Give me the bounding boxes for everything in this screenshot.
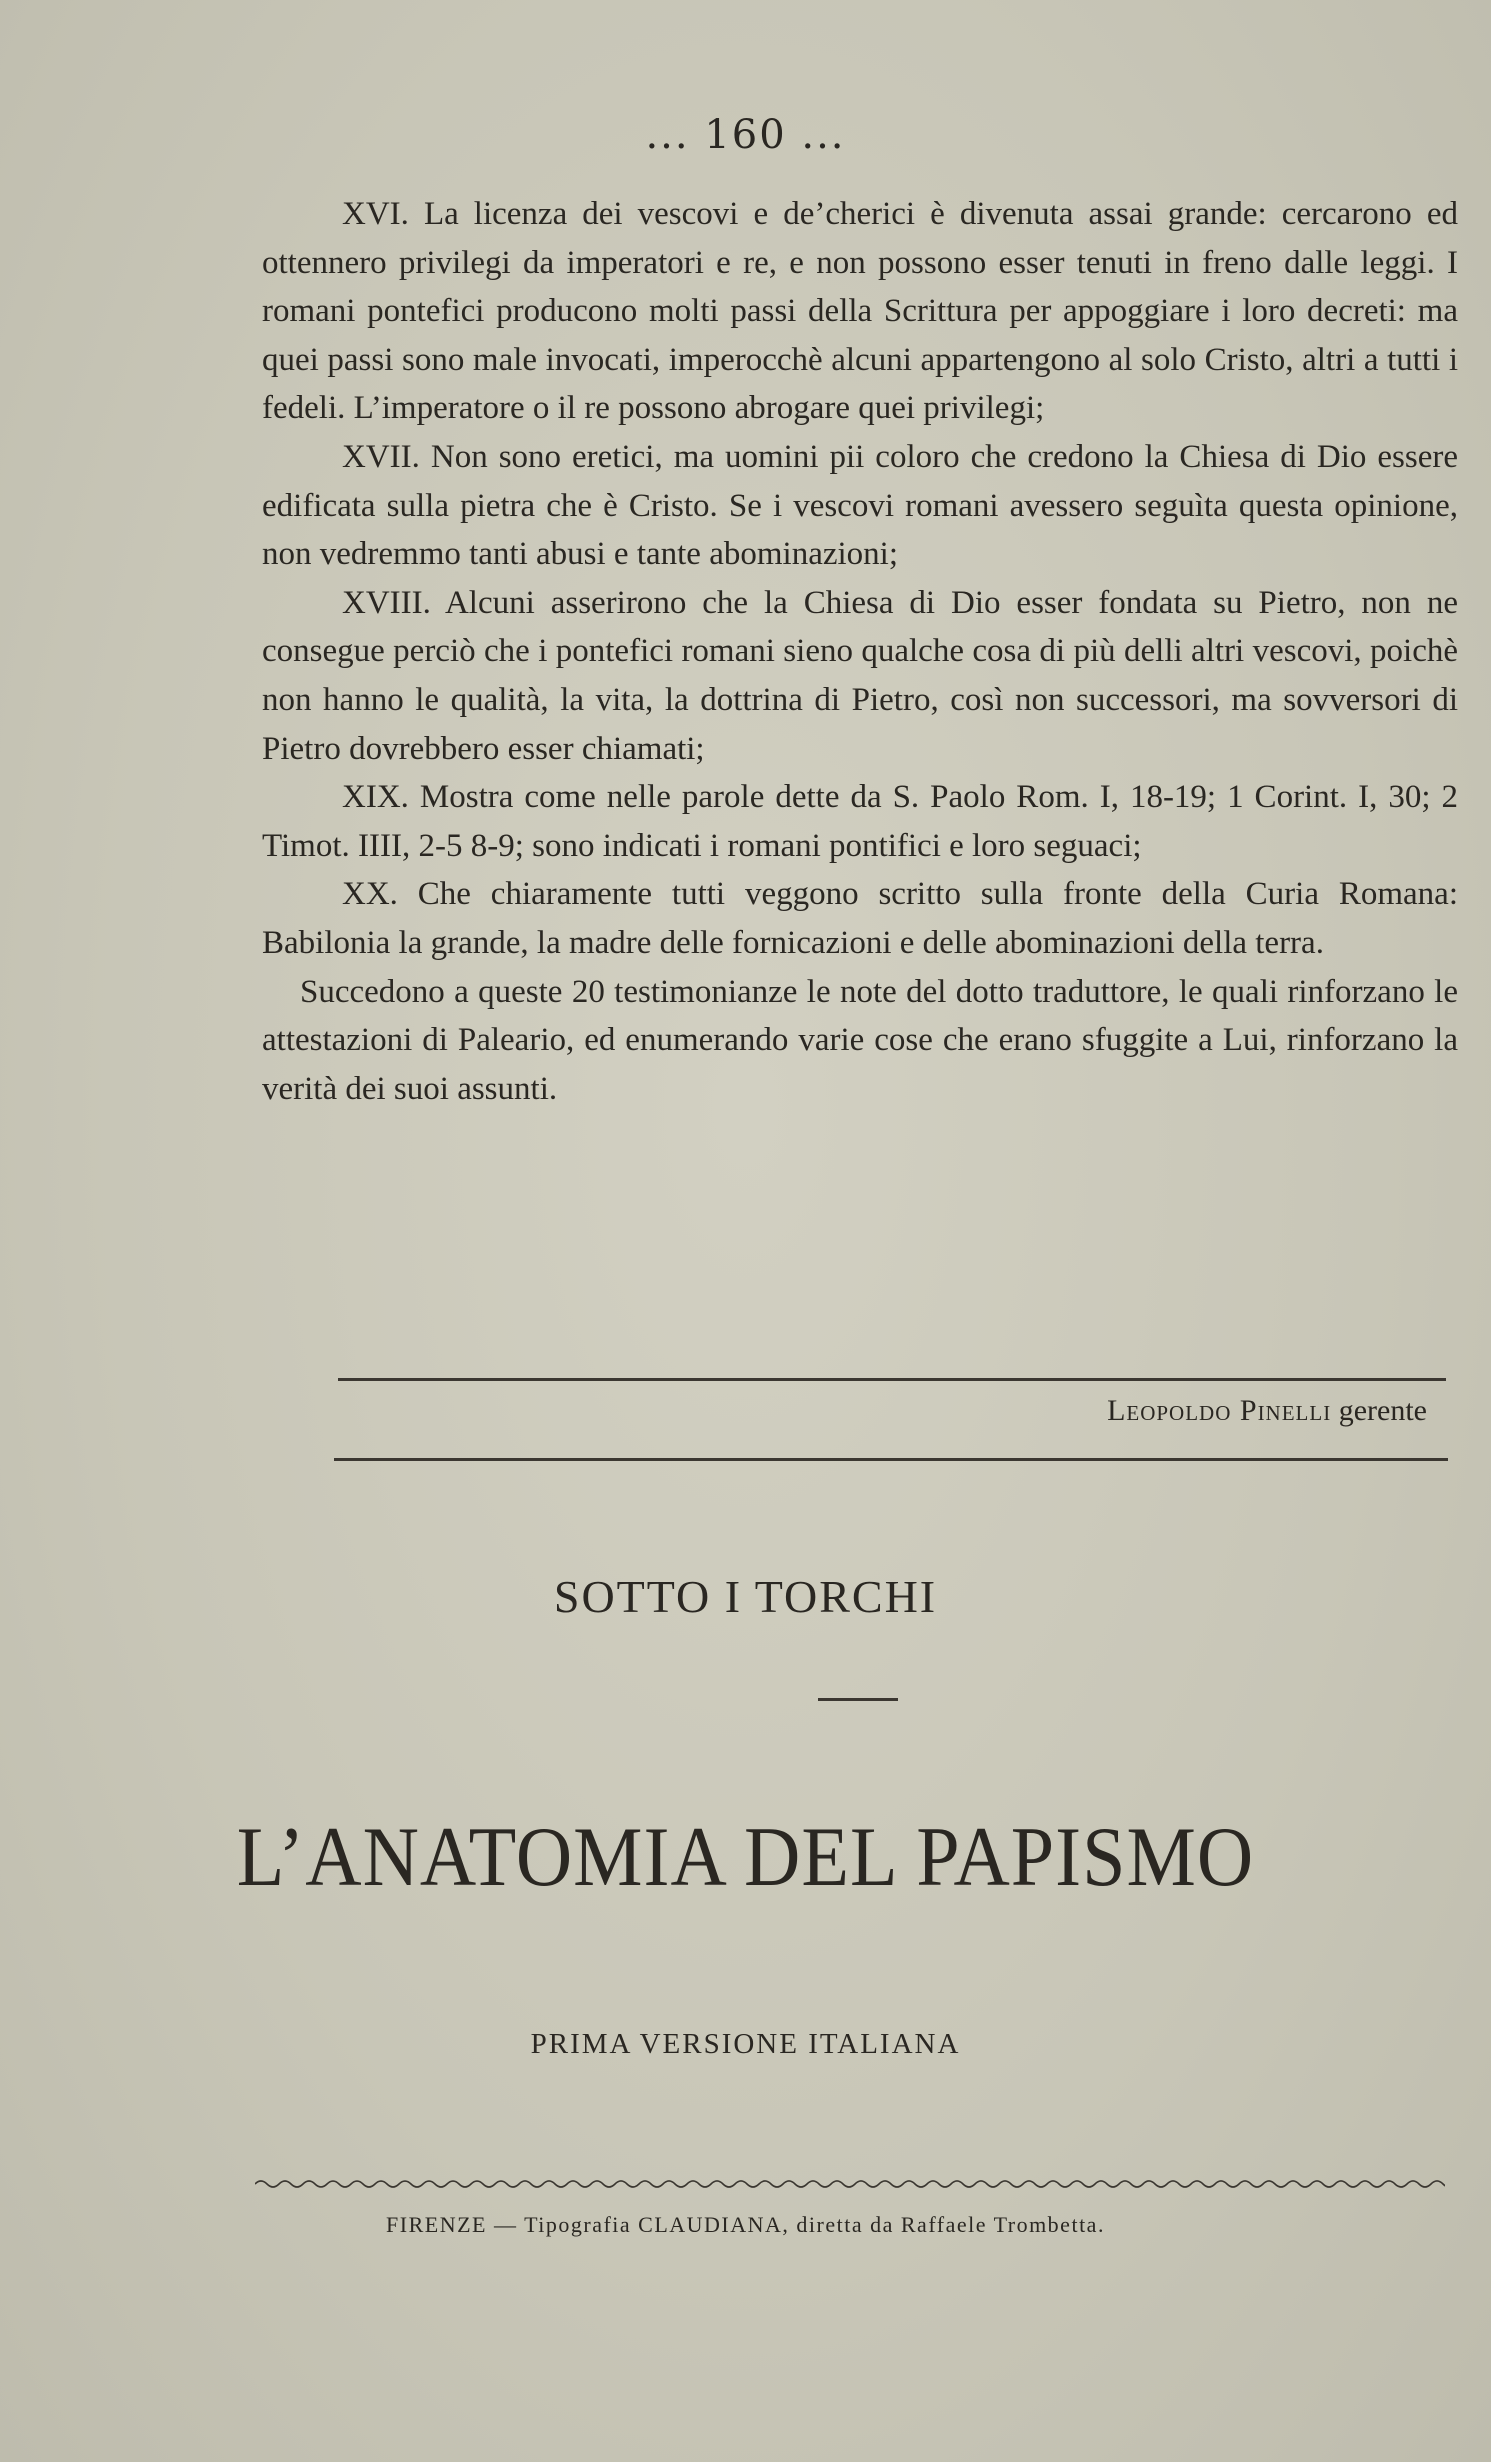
- imprint: FIRENZE — Tipografia CLAUDIANA, diretta da Raffaele Trombetta.: [386, 2212, 1105, 2237]
- book-subtitle: PRIMA VERSIONE ITALIANA: [530, 2028, 961, 2060]
- book-title: L’ANATOMIA DEL PAPISMO: [236, 1809, 1255, 1904]
- page-number: ... 160 ...: [645, 112, 846, 158]
- wavy-divider: [255, 2176, 1445, 2192]
- announcement-heading: SOTTO I TORCHI: [553, 1571, 938, 1622]
- paragraph-xvii: XVII. Non sono eretici, ma uomini pii coloro che credono la Chiesa di Dio essere edificata sulla pietra che è Cristo. Se i vescovi romani avessero seguìta questa opinione, non vedremmo tanti abusi e tante abominazioni;: [262, 438, 1458, 573]
- signature: [1107, 1394, 1427, 1428]
- short-divider: [818, 1698, 898, 1701]
- signature-name: Leopoldo Pinelli: [1107, 1394, 1332, 1427]
- signature-role: gerente: [1338, 1394, 1427, 1427]
- signature-top-rule: [338, 1378, 1446, 1381]
- body-text: [262, 190, 1458, 1113]
- paragraph-xx: XX. Che chiaramente tutti veggono scritto sulla fronte della Curia Romana: Babilonia la grande, la madre delle fornicazioni e delle abominazioni della terra.: [262, 876, 1458, 961]
- paragraph-xix: XIX. Mostra come nelle parole dette da S. Paolo Rom. I, 18-19; 1 Corint. I, 30; 2 Timot. IIII, 2-5 8-9; sono indicati i romani pontifici e loro seguaci;: [262, 779, 1458, 864]
- paragraph-succedono: Succedono a queste 20 testimonianze le note del dotto traduttore, le quali rinforzano le attestazioni di Paleario, ed enumerando varie cose che erano sfuggite a Lui, rinforzano la verità dei suoi assunti.: [262, 973, 1458, 1107]
- paragraph-xvi: XVI. La licenza dei vescovi e de’cherici è divenuta assai grande: cercarono ed ottennero privilegi da imperatori e re, e non possono esser tenuti in freno dalle leggi. I romani pontefici producono molti passi della Scrittura per appoggiare i loro decreti: ma quei passi sono male invocati, imperocchè alcuni appartengono al solo Cristo, altri a tutti i fedeli. L’imperatore o il re possono abrogare quei privilegi;: [262, 196, 1458, 427]
- signature-bottom-rule: [334, 1458, 1448, 1461]
- paragraph-xviii: XVIII. Alcuni asserirono che la Chiesa di Dio esser fondata su Pietro, non ne consegue perciò che i pontefici romani sieno qualche cosa di più delli altri vescovi, poichè non hanno le qualità, la vita, la dottrina di Pietro, così non successori, ma sovversori di Pietro dovrebbero esser chiamati;: [262, 584, 1458, 767]
